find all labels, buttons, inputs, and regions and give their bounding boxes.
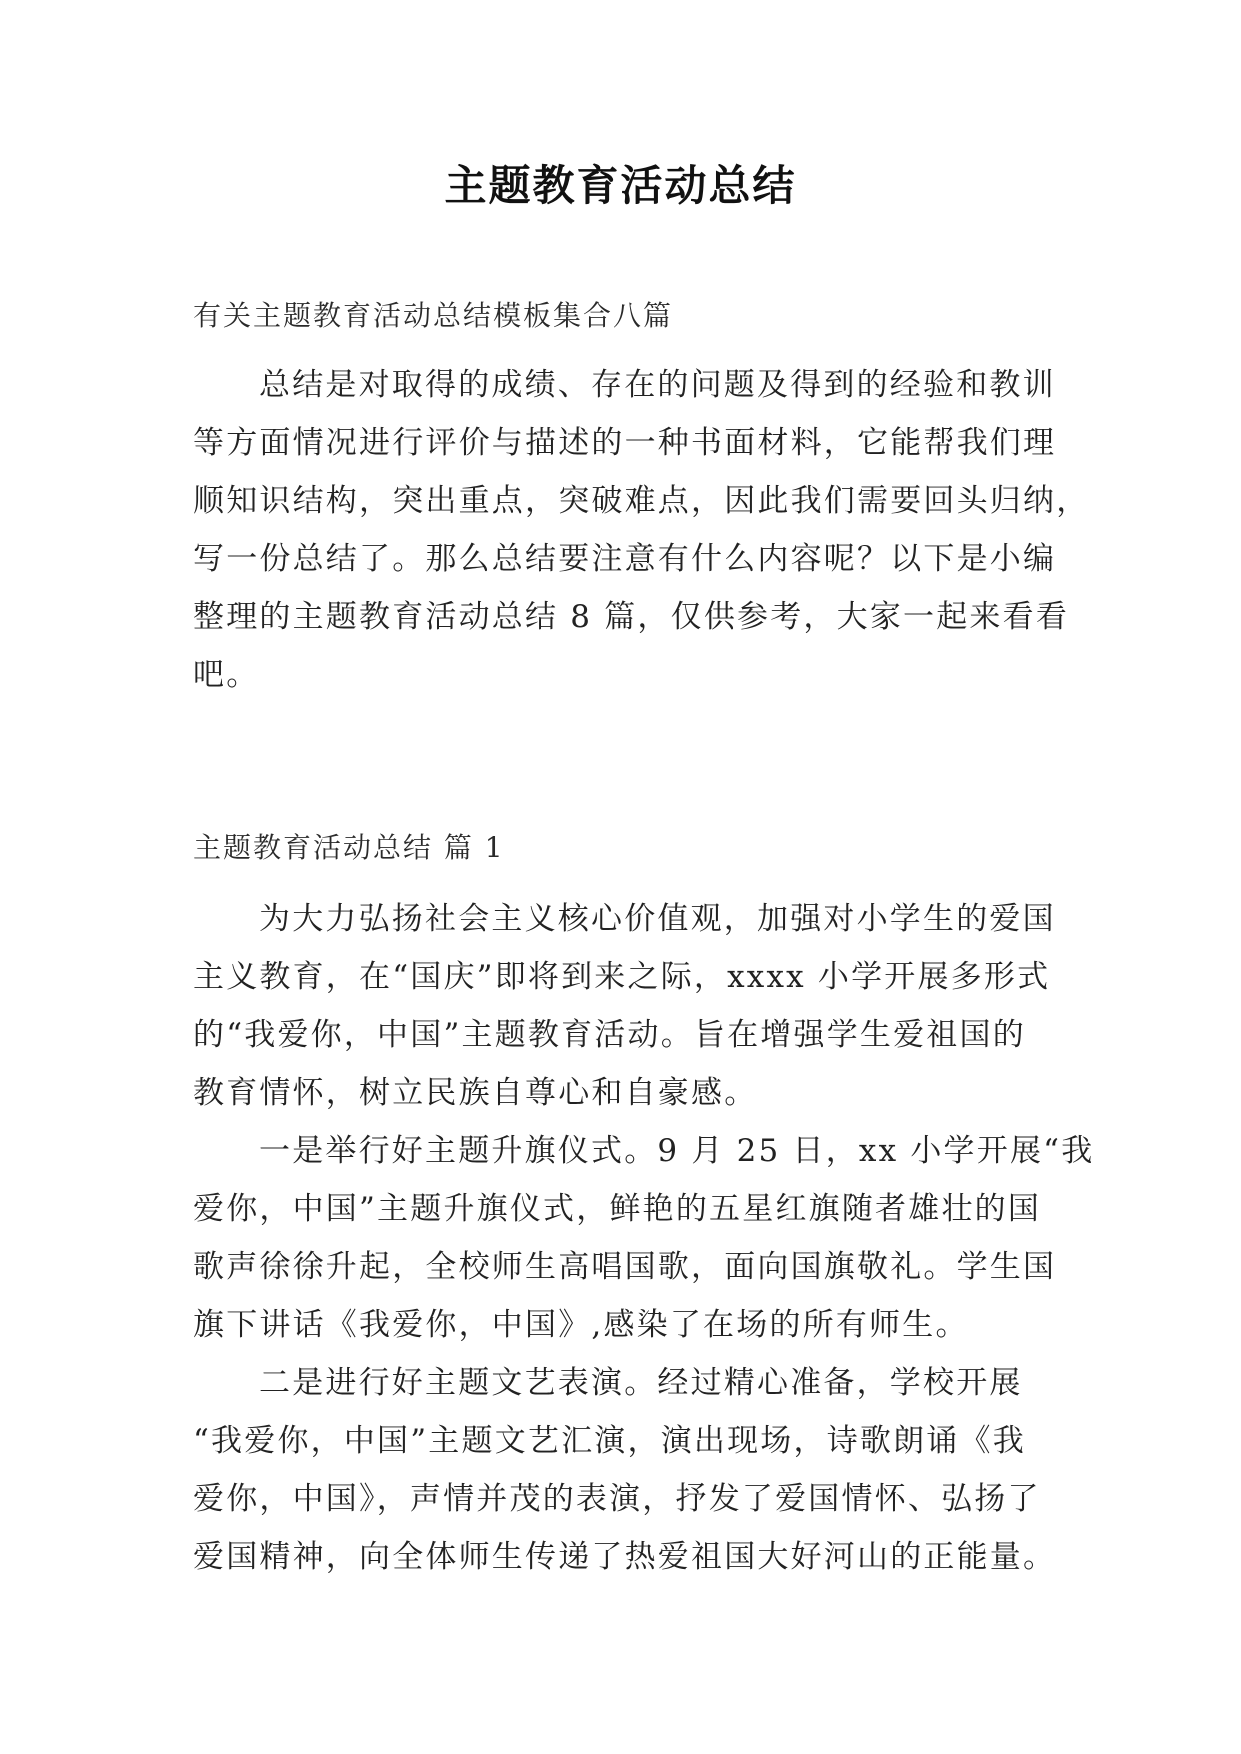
intro-paragraph bbox=[193, 356, 1090, 704]
body-paragraph-1 bbox=[193, 890, 1056, 1122]
body-paragraph-3 bbox=[193, 1354, 1057, 1586]
intro-line: 吧。 bbox=[193, 657, 260, 693]
intro-line: 等方面情况进行评价与描述的一种书面材料，它能帮我们理 bbox=[193, 425, 1057, 461]
paragraph-line: 一是举行好主题升旗仪式。9 月 25 日，xx 小学开展“我 bbox=[259, 1133, 1095, 1169]
paragraph-line: “我爱你，中国”主题文艺汇演，演出现场，诗歌朗诵《我 bbox=[193, 1423, 1026, 1459]
intro-line: 顺知识结构，突出重点，突破难点，因此我们需要回头归纳， bbox=[193, 483, 1090, 519]
paragraph-line: 爱你，中国》，声情并茂的表演，抒发了爱国情怀、弘扬了 bbox=[193, 1481, 1041, 1517]
paragraph-line: 爱你，中国”主题升旗仪式，鲜艳的五星红旗随者雄壮的国 bbox=[193, 1191, 1042, 1227]
paragraph-line: 爱国精神，向全体师生传递了热爱祖国大好河山的正能量。 bbox=[193, 1539, 1057, 1575]
paragraph-line: 二是进行好主题文艺表演。经过精心准备，学校开展 bbox=[259, 1365, 1023, 1401]
paragraph-line: 旗下讲话《我爱你，中国》,感染了在场的所有师生。 bbox=[193, 1307, 969, 1343]
body-paragraph-2 bbox=[193, 1122, 1095, 1354]
intro-line: 写一份总结了。那么总结要注意有什么内容呢？以下是小编 bbox=[193, 541, 1057, 577]
document-title: 主题教育活动总结 bbox=[444, 161, 797, 210]
intro-line: 整理的主题教育活动总结 8 篇，仅供参考，大家一起来看看 bbox=[193, 599, 1070, 635]
paragraph-line: 教育情怀，树立民族自尊心和自豪感。 bbox=[193, 1075, 758, 1111]
paragraph-line: 的“我爱你，中国”主题教育活动。旨在增强学生爱祖国的 bbox=[193, 1017, 1026, 1053]
paragraph-line: 主义教育，在“国庆”即将到来之际，xxxx 小学开展多形式 bbox=[193, 959, 1051, 995]
section-heading: 主题教育活动总结 篇 1 bbox=[193, 831, 505, 864]
document-subtitle: 有关主题教育活动总结模板集合八篇 bbox=[193, 299, 674, 332]
paragraph-line: 歌声徐徐升起，全校师生高唱国歌，面向国旗敬礼。学生国 bbox=[193, 1249, 1057, 1285]
paragraph-line: 为大力弘扬社会主义核心价值观，加强对小学生的爱国 bbox=[259, 901, 1056, 937]
intro-line: 总结是对取得的成绩、存在的问题及得到的经验和教训 bbox=[259, 367, 1056, 403]
